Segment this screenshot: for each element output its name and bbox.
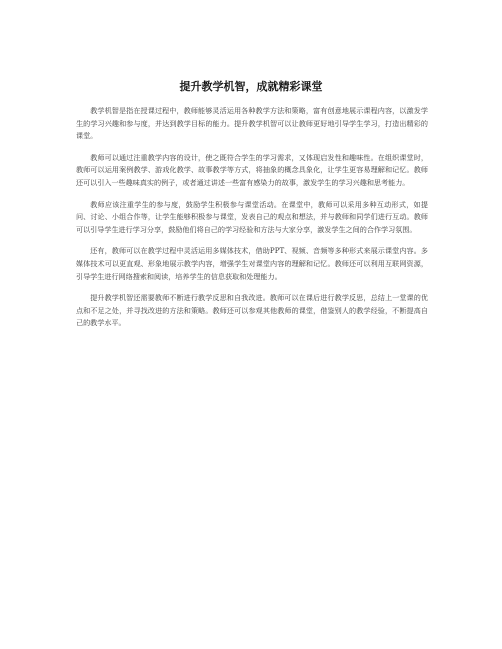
paragraph-5: 提升教学机智还需要教师不断进行教学反思和自我改进。教师可以在课后进行教学反思，总结上一堂课的优点和不足之处，并寻找改进的方法和策略。教师还可以参观其他教师的课堂，借鉴别人的教学经验，不断提高自己的教学水平。 <box>76 293 428 328</box>
paragraph-3: 教师应该注重学生的参与度，鼓励学生积极参与课堂活动。在课堂中，教师可以采用多种互动形式，如提问、讨论、小组合作等，让学生能够积极参与课堂，发表自己的观点和想法，并与教师和同学们进行互动。教师可以引导学生进行学习分享，鼓励他们将自己的学习经验和方法与大家分享，激发学生之间的合作学习氛围。 <box>76 199 428 234</box>
document-title: 提升教学机智，成就精彩课堂 <box>179 80 323 93</box>
paragraph-1: 教学机智是指在授课过程中，教师能够灵活运用各种教学方法和策略，富有创意地展示课程内容，以激发学生的学习兴趣和参与度，并达到教学目标的能力。提升教学机智可以让教师更好地引导学生学习，打造出精彩的课堂。 <box>76 106 428 141</box>
paragraph-4: 还有，教师可以在教学过程中灵活运用多媒体技术，借助PPT、视频、音频等多种形式来展示课堂内容。多媒体技术可以更直观、形象地展示教学内容，增强学生对课堂内容的理解和记忆。教师还可以利用互联网资源，引导学生进行网络搜索和阅读，培养学生的信息获取和处理能力。 <box>76 246 428 281</box>
document-body <box>76 105 428 339</box>
paragraph-2: 教师可以通过注重教学内容的设计，使之既符合学生的学习需求，又体现启发性和趣味性。在组织课堂时，教师可以运用案例教学、游戏化教学、故事教学等方式，将抽象的概念具象化，让学生更容易理解和记忆。教师还可以引入一些趣味真实的例子，或者通过讲述一些富有感染力的故事，激发学生的学习兴趣和思考能力。 <box>76 152 428 187</box>
